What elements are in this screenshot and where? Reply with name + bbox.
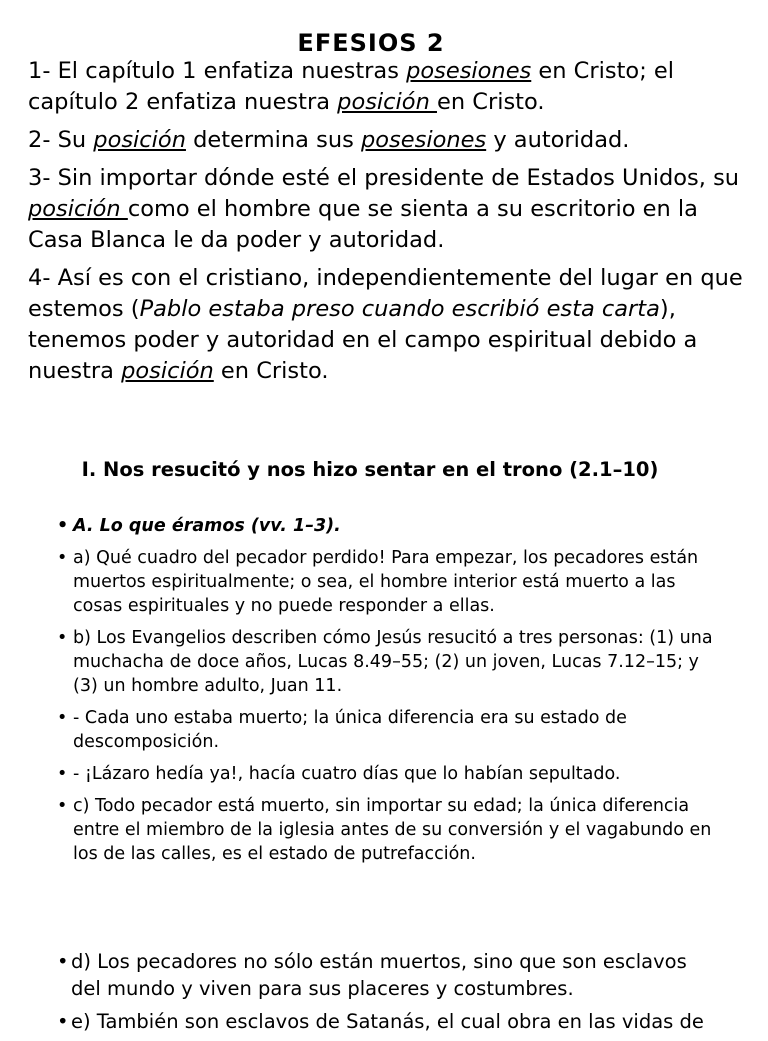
underlined-term: posesiones xyxy=(360,127,487,153)
intro-block xyxy=(28,56,743,394)
underlined-term: posición xyxy=(121,358,214,384)
list-item: • - ¡Lázaro hedía ya!, hacía cuatro días que lo habían sepultado. xyxy=(57,762,717,786)
list-item: • a) Qué cuadro del pecador perdido! Para empezar, los pecadores están muertos espiritualmente; o sea, el hombre interior está muerto a las cosas espirituales y no puede responder a ellas. xyxy=(57,546,717,618)
bullet-list xyxy=(57,514,717,874)
list-item: • A. Lo que éramos (vv. 1–3). xyxy=(57,514,717,538)
bullet-list-continued xyxy=(57,948,717,1041)
list-item: • b) Los Evangelios describen cómo Jesús resucitó a tres personas: (1) una muchacha de doce años, Lucas 8.49–55; (2) un joven, Lucas 7.12–15; y (3) un hombre adulto, Juan 11. xyxy=(57,626,717,698)
page-title: EFESIOS 2 xyxy=(297,29,445,57)
underlined-term: posición xyxy=(28,196,128,222)
list-item: • d) Los pecadores no sólo están muertos, sino que son esclavos del mundo y viven para sus placeres y costumbres. xyxy=(57,948,717,1002)
section-heading: I. Nos resucitó y nos hizo sentar en el trono (2.1–10) xyxy=(81,458,659,481)
intro-paragraph-2: 2- Su posición determina sus posesiones y autoridad. xyxy=(28,127,630,153)
underlined-term: posición xyxy=(337,89,437,115)
intro-paragraph-4: 4- Así es con el cristiano, independientemente del lugar en que estemos (Pablo estaba preso cuando escribió esta carta), tenemos poder y autoridad en el campo espiritual debido a nuestra posición en Cristo. xyxy=(28,265,743,384)
intro-paragraph-1: 1- El capítulo 1 enfatiza nuestras posesiones en Cristo; el capítulo 2 enfatiza nuestra posición en Cristo. xyxy=(28,58,675,115)
list-item: • - Cada uno estaba muerto; la única diferencia era su estado de descomposición. xyxy=(57,706,717,754)
list-item: • c) Todo pecador está muerto, sin importar su edad; la única diferencia entre el miembro de la iglesia antes de su conversión y el vagabundo en los de las calles, es el estado de putrefacción. xyxy=(57,794,717,866)
list-item: • e) También son esclavos de Satanás, el cual obra en las vidas de xyxy=(57,1008,717,1035)
intro-paragraph-3: 3- Sin importar dónde esté el presidente de Estados Unidos, su posición como el hombre que se sienta a su escritorio en la Casa Blanca le da poder y autoridad. xyxy=(28,165,740,253)
underlined-term: posición xyxy=(93,127,186,153)
italic-note: Pablo estaba preso cuando escribió esta carta xyxy=(139,296,660,322)
underlined-term: posesiones xyxy=(406,58,532,84)
